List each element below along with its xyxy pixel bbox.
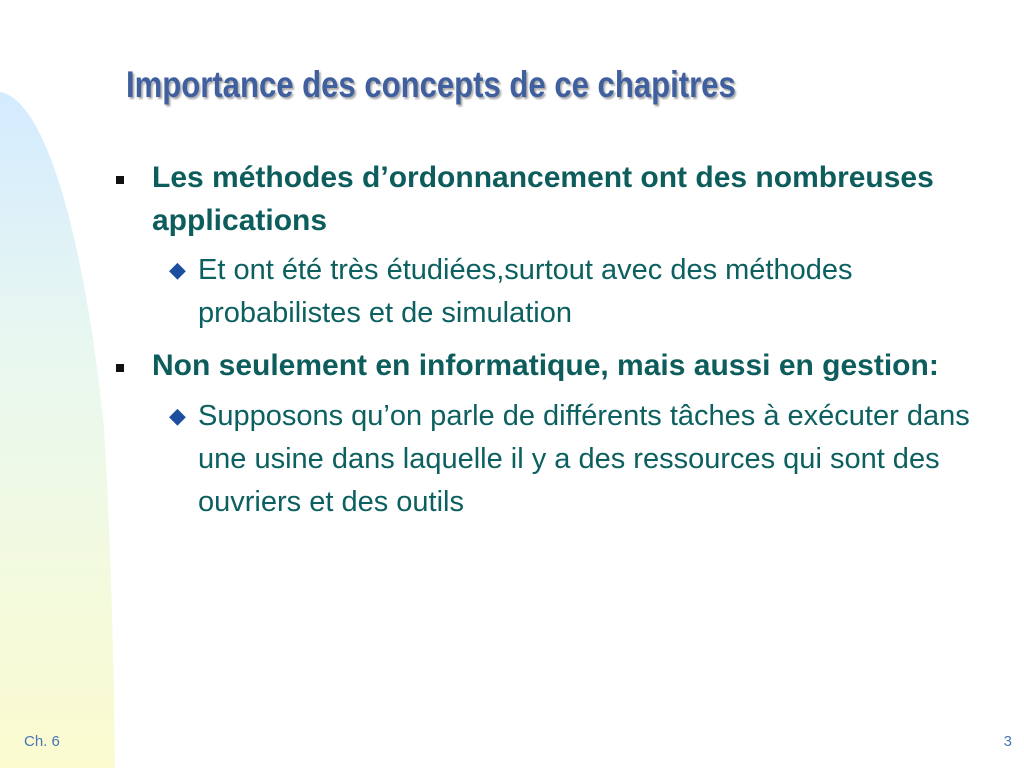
bullet-item-1 bbox=[110, 156, 990, 242]
bullet-text-2: Non seulement en informatique, mais aussi en gestion: bbox=[152, 349, 939, 382]
diamond-bullet-icon: ◆ bbox=[169, 403, 186, 428]
square-bullet-icon bbox=[116, 176, 124, 184]
slide-content bbox=[110, 156, 990, 524]
diamond-bullet-icon: ◆ bbox=[169, 257, 186, 282]
chapter-label: Ch. 6 bbox=[24, 733, 60, 750]
slide-title: Importance des concepts de ce chapitres bbox=[126, 64, 736, 105]
bullet-item-2 bbox=[110, 344, 990, 387]
bullet-text-1: Les méthodes d’ordonnancement ont des nombreuses applications bbox=[152, 161, 934, 237]
sub-bullet-text-1: Et ont été très étudiées,surtout avec des méthodes probabilistes et de simulation bbox=[198, 254, 853, 329]
slide-number: 3 bbox=[1003, 733, 1012, 750]
sub-bullet-text-2: Supposons qu’on parle de différents tâches à exécuter dans une usine dans laquelle il y a des ressources qui sont des ouvriers et des outils bbox=[198, 400, 970, 518]
sub-bullet-item-2 bbox=[110, 395, 990, 524]
sub-bullet-item-1 bbox=[110, 249, 990, 335]
square-bullet-icon bbox=[116, 364, 124, 372]
